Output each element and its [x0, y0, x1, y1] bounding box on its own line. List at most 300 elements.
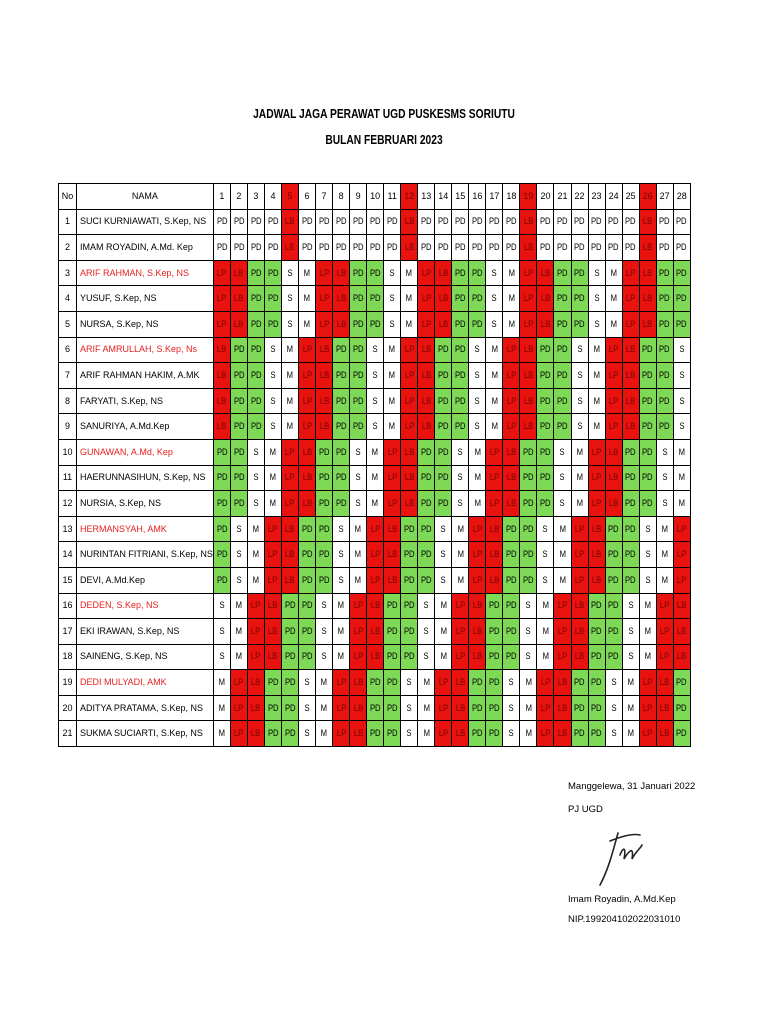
shift-cell	[452, 670, 469, 696]
shift-cell	[503, 465, 520, 491]
shift-cell	[673, 286, 690, 312]
shift-code: LP	[574, 574, 585, 585]
shift-cell	[316, 721, 333, 747]
shift-cell	[264, 286, 281, 312]
shift-code: M	[593, 395, 600, 406]
shift-cell	[673, 593, 690, 619]
shift-cell	[486, 311, 503, 337]
shift-cell	[656, 542, 673, 568]
shift-code: PD	[659, 369, 670, 380]
shift-code: M	[389, 369, 396, 380]
shift-code: LB	[659, 677, 670, 688]
header-day: 21	[554, 184, 571, 210]
shift-code: PD	[335, 472, 347, 483]
shift-cell	[264, 491, 281, 517]
shift-code: PD	[676, 241, 688, 252]
shift-code: PD	[352, 216, 364, 227]
nurse-name: HERMANSYAH, AMK	[77, 516, 214, 542]
shift-code: S	[219, 651, 225, 662]
shift-cell	[264, 235, 281, 261]
shift-cell	[299, 209, 316, 235]
shift-cell	[230, 516, 247, 542]
shift-code: M	[508, 318, 515, 329]
shift-cell	[571, 209, 588, 235]
shift-code: S	[270, 421, 276, 432]
shift-cell	[367, 670, 384, 696]
shift-cell	[520, 516, 537, 542]
shift-code: PD	[506, 241, 517, 252]
shift-code: LB	[251, 702, 261, 713]
shift-cell	[656, 567, 673, 593]
shift-cell	[452, 260, 469, 286]
shift-code: PD	[386, 677, 398, 688]
shift-cell	[230, 337, 247, 363]
shift-cell	[469, 363, 486, 389]
header-day: 14	[435, 184, 452, 210]
shift-cell	[247, 337, 264, 363]
shift-code: LB	[285, 523, 295, 534]
shift-cell	[571, 260, 588, 286]
shift-cell	[333, 593, 350, 619]
shift-cell	[264, 593, 281, 619]
header-day: 28	[673, 184, 690, 210]
shift-cell	[281, 721, 298, 747]
shift-cell	[571, 644, 588, 670]
shift-cell	[401, 414, 418, 440]
shift-code: PD	[591, 216, 602, 227]
shift-cell	[520, 414, 537, 440]
shift-cell	[503, 516, 520, 542]
shift-cell	[452, 465, 469, 491]
shift-cell	[452, 567, 469, 593]
shift-code: PD	[454, 344, 466, 355]
shift-cell	[367, 567, 384, 593]
shift-cell	[588, 209, 605, 235]
shift-cell	[247, 465, 264, 491]
shift-cell	[299, 286, 316, 312]
shift-cell	[622, 439, 639, 465]
shift-code: LP	[302, 395, 312, 406]
shift-cell	[230, 414, 247, 440]
shift-cell	[247, 209, 264, 235]
shift-cell	[469, 465, 486, 491]
shift-code: S	[491, 293, 497, 304]
shift-code: M	[559, 523, 566, 534]
shift-code: M	[269, 472, 277, 483]
shift-cell	[418, 567, 435, 593]
page-title: JADWAL JAGA PERAWAT UGD PUSKESMS SORIUTU	[253, 107, 515, 121]
shift-code: M	[525, 702, 532, 713]
shift-cell	[264, 695, 281, 721]
shift-code: PD	[540, 369, 551, 380]
shift-code: PD	[608, 523, 619, 534]
shift-cell	[452, 695, 469, 721]
shift-cell	[418, 542, 435, 568]
shift-cell	[384, 260, 401, 286]
shift-cell	[520, 311, 537, 337]
table-row	[59, 670, 691, 696]
shift-cell	[435, 311, 452, 337]
shift-code: LB	[523, 369, 534, 380]
shift-code: M	[627, 728, 634, 739]
nurse-name: HAERUNNASIHUN, S.Kep, NS	[77, 465, 214, 491]
shift-cell	[384, 670, 401, 696]
shift-code: PD	[352, 267, 364, 278]
shift-cell	[264, 337, 281, 363]
shift-code: LB	[268, 625, 278, 636]
shift-code: LP	[319, 293, 329, 304]
shift-code: PD	[642, 395, 653, 406]
shift-code: M	[576, 497, 583, 508]
shift-cell	[469, 414, 486, 440]
shift-code: PD	[318, 216, 330, 227]
shift-code: PD	[489, 677, 500, 688]
table-row	[59, 695, 691, 721]
shift-cell	[486, 388, 503, 414]
shift-code: M	[678, 472, 685, 483]
shift-cell	[486, 721, 503, 747]
schedule-table	[58, 183, 691, 747]
shift-code: S	[440, 523, 446, 534]
shift-code: PD	[540, 395, 551, 406]
nurse-name: DEDI MULYADI, AMK	[77, 670, 214, 696]
shift-code: PD	[352, 421, 364, 432]
row-number: 5	[59, 311, 77, 337]
shift-cell	[299, 593, 316, 619]
shift-cell	[486, 465, 503, 491]
shift-cell	[452, 516, 469, 542]
shift-cell	[639, 644, 656, 670]
shift-code: S	[576, 421, 583, 432]
row-number: 8	[59, 388, 77, 414]
shift-cell	[537, 235, 554, 261]
shift-code: LP	[574, 549, 585, 560]
shift-cell	[418, 491, 435, 517]
shift-code: LP	[574, 523, 585, 534]
shift-cell	[554, 542, 571, 568]
shift-cell	[469, 337, 486, 363]
shift-code: S	[474, 369, 480, 380]
shift-code: PD	[369, 267, 381, 278]
shift-code: PD	[420, 497, 432, 508]
nurse-name: SUCI KURNIAWATI, S.Kep, NS	[77, 209, 214, 235]
shift-cell	[537, 260, 554, 286]
shift-code: M	[542, 651, 549, 662]
shift-code: PD	[574, 677, 585, 688]
shift-code: PD	[335, 446, 347, 457]
shift-cell	[230, 542, 247, 568]
shift-code: LB	[625, 421, 636, 432]
shift-cell	[486, 593, 503, 619]
shift-code: LP	[642, 677, 653, 688]
shift-cell	[656, 286, 673, 312]
shift-code: PD	[250, 318, 262, 329]
shift-cell	[418, 235, 435, 261]
shift-cell	[213, 363, 230, 389]
shift-code: M	[627, 677, 634, 688]
shift-code: PD	[489, 600, 500, 611]
shift-code: M	[303, 293, 311, 304]
shift-cell	[401, 337, 418, 363]
row-number: 1	[59, 209, 77, 235]
shift-code: S	[662, 472, 668, 483]
shift-code: S	[338, 549, 344, 560]
shift-cell	[452, 721, 469, 747]
shift-code: LP	[625, 293, 636, 304]
shift-code: PD	[625, 216, 636, 227]
nurse-name: FARYATI, S.Kep, NS	[77, 388, 214, 414]
shift-code: PD	[386, 625, 398, 636]
row-number: 12	[59, 491, 77, 517]
shift-code: S	[559, 472, 566, 483]
shift-code: S	[287, 267, 293, 278]
shift-cell	[333, 286, 350, 312]
shift-code: PD	[352, 318, 364, 329]
shift-cell	[520, 235, 537, 261]
shift-code: LB	[319, 369, 329, 380]
shift-code: PD	[454, 395, 466, 406]
shift-cell	[418, 414, 435, 440]
nurse-name: DEDEN, S.Kep, NS	[77, 593, 214, 619]
shift-code: LB	[677, 625, 687, 636]
shift-cell	[673, 414, 690, 440]
shift-cell	[350, 209, 367, 235]
shift-code: LP	[285, 472, 295, 483]
shift-cell	[639, 721, 656, 747]
shift-cell	[469, 644, 486, 670]
shift-cell	[299, 721, 316, 747]
shift-cell	[656, 644, 673, 670]
table-row	[59, 593, 691, 619]
shift-code: M	[286, 395, 294, 406]
shift-cell	[503, 260, 520, 286]
shift-cell	[588, 644, 605, 670]
shift-code: S	[593, 293, 600, 304]
shift-code: M	[474, 472, 481, 483]
shift-code: PD	[574, 728, 585, 739]
shift-code: PD	[523, 574, 534, 585]
shift-cell	[639, 619, 656, 645]
shift-code: M	[508, 293, 515, 304]
shift-cell	[622, 388, 639, 414]
shift-code: LB	[353, 728, 363, 739]
row-number: 6	[59, 337, 77, 363]
shift-cell	[656, 235, 673, 261]
signature-nip: NIP.199204102022031010	[568, 914, 681, 925]
shift-cell	[230, 286, 247, 312]
shift-cell	[656, 363, 673, 389]
shift-code: M	[576, 446, 583, 457]
shift-code: S	[474, 421, 480, 432]
shift-code: LB	[421, 344, 431, 355]
shift-code: LP	[438, 728, 448, 739]
shift-cell	[673, 337, 690, 363]
shift-cell	[316, 388, 333, 414]
shift-cell	[673, 209, 690, 235]
shift-code: PD	[233, 369, 245, 380]
shift-code: S	[559, 446, 566, 457]
shift-code: M	[542, 600, 549, 611]
shift-cell	[316, 311, 333, 337]
shift-code: PD	[386, 241, 398, 252]
shift-cell	[435, 593, 452, 619]
shift-cell	[469, 670, 486, 696]
shift-code: LP	[404, 421, 414, 432]
shift-cell	[571, 311, 588, 337]
shift-code: LP	[659, 600, 670, 611]
shift-code: M	[542, 625, 549, 636]
shift-code: S	[457, 446, 463, 457]
shift-cell	[622, 414, 639, 440]
shift-code: PD	[216, 497, 228, 508]
nurse-name: ARIF AMRULLAH, S.Kep, Ns	[77, 337, 214, 363]
shift-cell	[401, 260, 418, 286]
shift-code: M	[218, 677, 226, 688]
shift-code: LP	[234, 677, 244, 688]
shift-cell	[350, 439, 367, 465]
shift-code: M	[627, 702, 634, 713]
shift-code: PD	[540, 446, 551, 457]
header-day: 2	[230, 184, 247, 210]
shift-cell	[605, 593, 622, 619]
shift-code: S	[491, 318, 497, 329]
shift-cell	[435, 491, 452, 517]
shift-code: PD	[335, 497, 347, 508]
shift-cell	[316, 260, 333, 286]
shift-code: S	[270, 369, 276, 380]
shift-code: LP	[319, 267, 329, 278]
shift-code: PD	[352, 241, 364, 252]
shift-code: LB	[404, 241, 414, 252]
shift-cell	[605, 721, 622, 747]
shift-cell	[281, 439, 298, 465]
shift-code: LB	[642, 293, 653, 304]
shift-cell	[639, 516, 656, 542]
shift-cell	[367, 593, 384, 619]
shift-cell	[622, 644, 639, 670]
shift-cell	[639, 414, 656, 440]
shift-cell	[673, 644, 690, 670]
shift-code: LB	[506, 497, 517, 508]
shift-code: PD	[659, 395, 670, 406]
shift-code: PD	[676, 702, 688, 713]
header-day: 22	[571, 184, 588, 210]
shift-code: PD	[335, 421, 347, 432]
header-day: 7	[316, 184, 333, 210]
shift-code: LB	[608, 497, 619, 508]
shift-cell	[486, 670, 503, 696]
shift-code: LB	[268, 600, 278, 611]
shift-code: LP	[421, 318, 431, 329]
shift-code: S	[440, 549, 446, 560]
shift-cell	[281, 644, 298, 670]
shift-cell	[264, 644, 281, 670]
shift-cell	[213, 695, 230, 721]
shift-cell	[247, 567, 264, 593]
shift-cell	[213, 260, 230, 286]
shift-code: M	[491, 395, 498, 406]
shift-code: LB	[472, 651, 483, 662]
table-row	[59, 363, 691, 389]
shift-code: M	[474, 497, 481, 508]
shift-code: M	[644, 600, 651, 611]
shift-code: PD	[608, 216, 619, 227]
shift-cell	[418, 209, 435, 235]
shift-code: LP	[268, 523, 278, 534]
shift-code: PD	[318, 472, 330, 483]
shift-cell	[622, 311, 639, 337]
shift-code: PD	[454, 241, 466, 252]
shift-code: PD	[506, 549, 517, 560]
shift-cell	[435, 286, 452, 312]
shift-code: S	[542, 523, 549, 534]
shift-code: PD	[557, 369, 568, 380]
shift-code: LP	[251, 625, 261, 636]
shift-cell	[281, 695, 298, 721]
shift-cell	[435, 363, 452, 389]
shift-code: S	[304, 702, 310, 713]
shift-code: LP	[404, 395, 414, 406]
shift-code: LP	[438, 702, 448, 713]
shift-cell	[469, 209, 486, 235]
shift-code: PD	[369, 293, 381, 304]
header-no: No	[59, 184, 77, 210]
shift-cell	[520, 286, 537, 312]
shift-code: LP	[523, 267, 534, 278]
shift-code: PD	[540, 216, 551, 227]
shift-code: LB	[642, 241, 653, 252]
shift-code: PD	[437, 395, 449, 406]
shift-cell	[656, 619, 673, 645]
shift-code: LB	[319, 344, 329, 355]
shift-cell	[503, 721, 520, 747]
row-number: 21	[59, 721, 77, 747]
shift-cell	[299, 670, 316, 696]
shift-code: PD	[301, 625, 313, 636]
shift-code: M	[440, 600, 447, 611]
shift-cell	[299, 644, 316, 670]
shift-code: PD	[540, 472, 551, 483]
shift-code: M	[423, 702, 430, 713]
row-number: 18	[59, 644, 77, 670]
shift-cell	[435, 567, 452, 593]
shift-code: PD	[233, 497, 245, 508]
shift-code: LB	[523, 241, 534, 252]
header-day: 26	[639, 184, 656, 210]
shift-cell	[333, 209, 350, 235]
shift-code: PD	[642, 421, 653, 432]
shift-cell	[299, 337, 316, 363]
shift-code: LP	[608, 395, 619, 406]
shift-cell	[622, 670, 639, 696]
shift-code: S	[236, 574, 242, 585]
shift-code: S	[542, 549, 549, 560]
header-day: 1	[213, 184, 230, 210]
shift-code: PD	[233, 446, 245, 457]
shift-cell	[213, 414, 230, 440]
shift-cell	[384, 593, 401, 619]
shift-code: LP	[506, 421, 517, 432]
shift-code: M	[320, 677, 328, 688]
shift-cell	[384, 619, 401, 645]
shift-code: S	[389, 318, 395, 329]
signature-date: Manggelewa, 31 Januari 2022	[568, 781, 696, 792]
shift-code: LB	[285, 241, 295, 252]
table-row	[59, 337, 691, 363]
header-day: 24	[605, 184, 622, 210]
shift-code: PD	[301, 216, 313, 227]
header-day: 17	[486, 184, 503, 210]
